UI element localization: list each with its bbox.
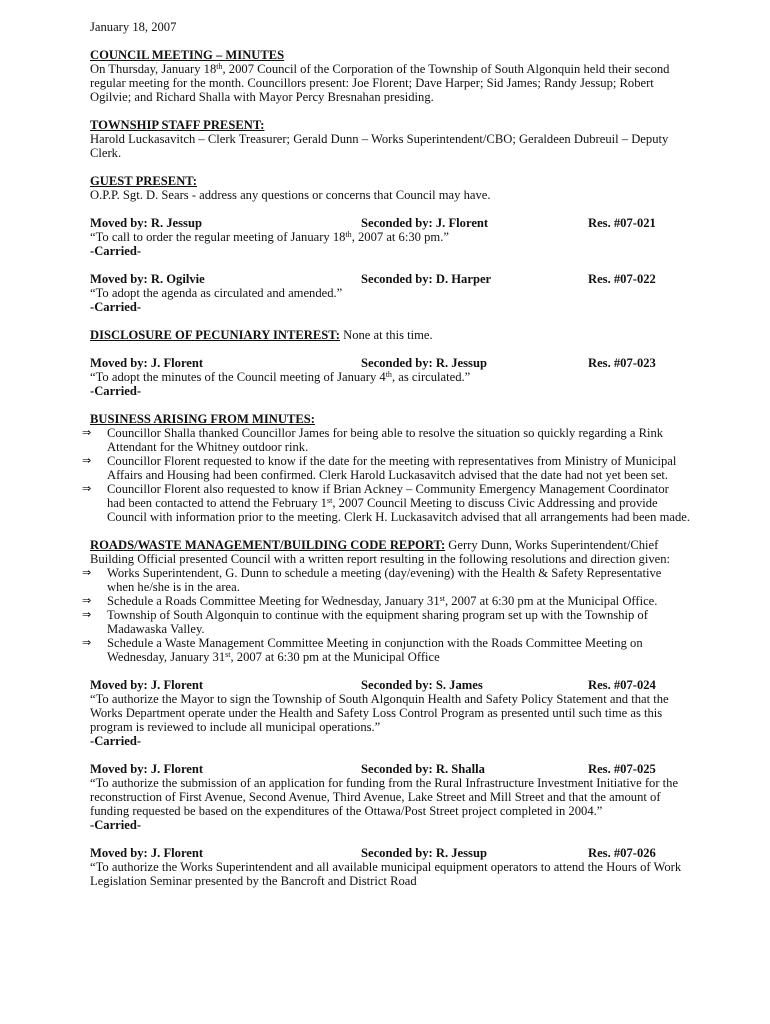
- motion-text: “To authorize the Mayor to sign the Township of South Algonquin Health and Safety Policy Statement and that the Works Department operate under the Health and Safety Loss Control Program as presented until such time as this program is reviewed to include all municipal operations.”: [90, 692, 669, 734]
- list-item: ⇒ Councillor Florent also requested to know if Brian Ackney – Community Emergency Management Coordinator had been contacted to attend the February 1st, 2007 Council Meeting to discuss Civic Addressing and provide Council with information prior to the meeting. Clerk H. Luckasavitch advised that all arrangements had been made.: [82, 482, 690, 524]
- resolution-number: Res. #07-022: [588, 272, 656, 286]
- moved-by: Moved by: R. Ogilvie: [90, 272, 205, 286]
- business-heading: BUSINESS ARISING FROM MINUTES:: [90, 412, 315, 426]
- seconded-by: Seconded by: S. James: [361, 678, 483, 692]
- moved-by: Moved by: J. Florent: [90, 356, 204, 370]
- motion-text: “To call to order the regular meeting of January 18th, 2007 at 6:30 pm.”: [90, 230, 449, 244]
- carried-label: -Carried-: [90, 300, 142, 314]
- moved-by: Moved by: J. Florent: [90, 762, 204, 776]
- roads-heading: ROADS/WASTE MANAGEMENT/BUILDING CODE REPORT: [90, 538, 441, 552]
- motion-header: [90, 678, 690, 692]
- council-heading: COUNCIL MEETING – MINUTES: [90, 48, 285, 62]
- list-item: ⇒ Schedule a Roads Committee Meeting for Wednesday, January 31st, 2007 at 6:30 pm at the Municipal Office.: [82, 594, 658, 608]
- double-arrow-right-icon: ⇒: [82, 426, 92, 439]
- double-arrow-right-icon: ⇒: [82, 636, 92, 649]
- seconded-by: Seconded by: J. Florent: [361, 216, 489, 230]
- resolution-number: Res. #07-025: [588, 762, 656, 776]
- carried-label: -Carried-: [90, 244, 142, 258]
- motion-text: “To authorize the submission of an application for funding from the Rural Infrastructure Investment Initiative for the reconstruction of First Avenue, Second Avenue, Third Avenue, Lake Street and Mill Street and that the amount of funding requested be based on the expenditures of the Ottawa/Post Street project completed in 2004.”: [90, 776, 679, 818]
- meeting-date: January 18, 2007: [90, 20, 177, 34]
- double-arrow-right-icon: ⇒: [82, 454, 92, 467]
- motion-header: [90, 272, 690, 286]
- carried-label: -Carried-: [90, 818, 142, 832]
- motion-text: “To authorize the Works Superintendent and all available municipal equipment operators to attend the Hours of Work Legislation Seminar presented by the Bancroft and District Road: [90, 860, 682, 888]
- motion-header: [90, 762, 690, 776]
- resolution-number: Res. #07-024: [588, 678, 656, 692]
- list-item: ⇒ Township of South Algonquin to continue with the equipment sharing program set up with the Township of Madawaska Valley.: [82, 608, 648, 636]
- carried-label: -Carried-: [90, 734, 142, 748]
- moved-by: Moved by: J. Florent: [90, 846, 204, 860]
- staff-heading: TOWNSHIP STAFF PRESENT:: [90, 118, 265, 132]
- double-arrow-right-icon: ⇒: [82, 482, 92, 495]
- moved-by: Moved by: J. Florent: [90, 678, 204, 692]
- roads-list: [82, 566, 690, 664]
- seconded-by: Seconded by: R. Jessup: [361, 356, 487, 370]
- motion-header: [90, 356, 690, 370]
- motion-header: [90, 846, 690, 860]
- motion-text: “To adopt the minutes of the Council meeting of January 4th, as circulated.”: [90, 370, 471, 384]
- resolution-number: Res. #07-021: [588, 216, 656, 230]
- roads-paragraph: ROADS/WASTE MANAGEMENT/BUILDING CODE REPORT: Gerry Dunn, Works Superintendent/Chief Building Official presented Council with a written report resulting in the following resolutions and direction given:: [90, 538, 671, 566]
- list-item: ⇒ Councillor Shalla thanked Councillor James for being able to resolve the situation so quickly regarding a Rink Attendant for the Whitney outdoor rink.: [82, 426, 664, 454]
- carried-label: -Carried-: [90, 384, 142, 398]
- list-item: ⇒ Councillor Florent requested to know if the date for the meeting with representatives from Ministry of Municipal Affairs and Housing had been confirmed. Clerk Harold Luckasavitch advised that the date had not yet been set.: [82, 454, 677, 482]
- resolution-number: Res. #07-023: [588, 356, 656, 370]
- seconded-by: Seconded by: D. Harper: [361, 272, 492, 286]
- disclosure-paragraph: DISCLOSURE OF PECUNIARY INTEREST: None at this time.: [90, 328, 433, 342]
- seconded-by: Seconded by: R. Jessup: [361, 846, 487, 860]
- guest-paragraph: O.P.P. Sgt. D. Sears - address any questions or concerns that Council may have.: [90, 188, 491, 202]
- guest-heading: GUEST PRESENT:: [90, 174, 197, 188]
- business-list: [82, 426, 690, 524]
- list-item: ⇒ Schedule a Waste Management Committee Meeting in conjunction with the Roads Committee Meeting on Wednesday, January 31st, 2007 at 6:30 pm at the Municipal Office: [82, 636, 643, 664]
- minutes-page: [82, 20, 690, 888]
- resolution-number: Res. #07-026: [588, 846, 656, 860]
- council-paragraph: On Thursday, January 18th, 2007 Council of the Corporation of the Township of South Algonquin held their second regular meeting for the month. Councillors present: Joe Florent; Dave Harper; Sid James; Randy Jessup; Robert Ogilvie; and Richard Shalla with Mayor Percy Bresnahan presiding.: [90, 62, 670, 104]
- motion-text: “To adopt the agenda as circulated and amended.”: [90, 286, 343, 300]
- staff-paragraph: Harold Luckasavitch – Clerk Treasurer; Gerald Dunn – Works Superintendent/CBO; Geraldeen Dubreuil – Deputy Clerk.: [90, 132, 669, 160]
- double-arrow-right-icon: ⇒: [82, 594, 92, 607]
- double-arrow-right-icon: ⇒: [82, 566, 92, 579]
- list-item: ⇒ Works Superintendent, G. Dunn to schedule a meeting (day/evening) with the Health & Safety Representative when he/she is in the area.: [82, 566, 662, 594]
- moved-by: Moved by: R. Jessup: [90, 216, 202, 230]
- double-arrow-right-icon: ⇒: [82, 608, 92, 621]
- disclosure-heading: DISCLOSURE OF PECUNIARY INTEREST:: [90, 328, 340, 342]
- seconded-by: Seconded by: R. Shalla: [361, 762, 485, 776]
- motion-header: [90, 216, 690, 230]
